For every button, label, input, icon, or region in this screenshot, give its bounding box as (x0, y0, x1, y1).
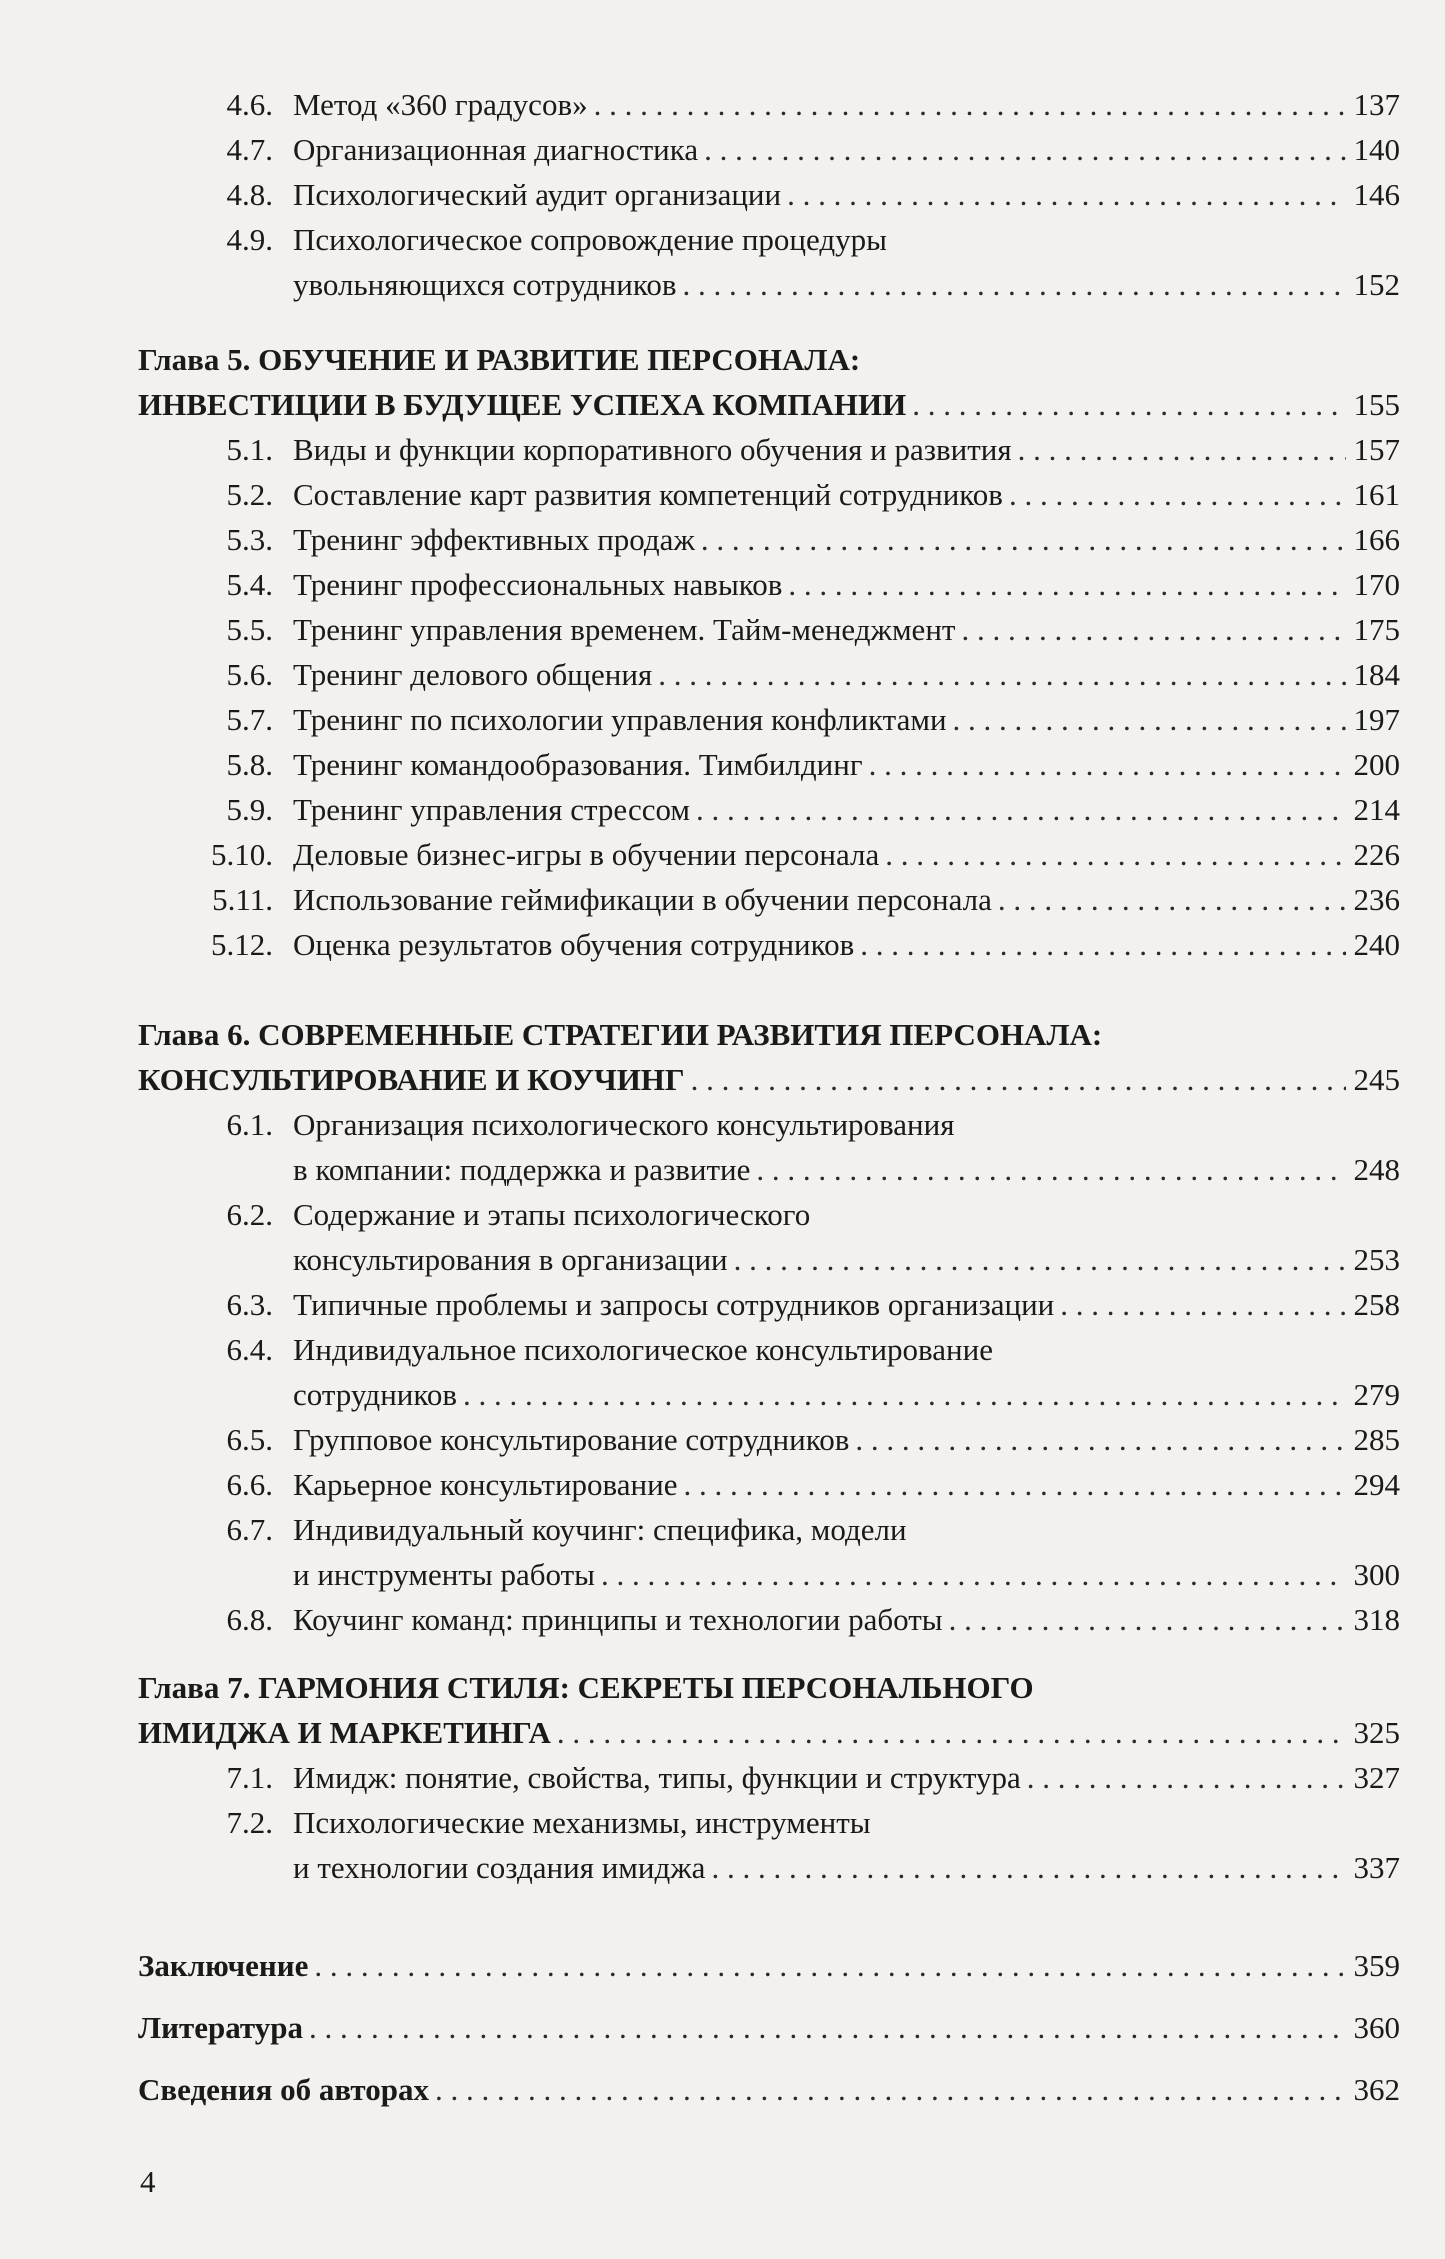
entry-page: 184 (1353, 657, 1400, 692)
toc-entry-4-9 (138, 217, 1400, 262)
toc-entry (138, 832, 1400, 877)
page-number: 4 (140, 2164, 156, 2199)
dot-leader (601, 1552, 1346, 1597)
entry-number: 5.11. (212, 882, 273, 917)
entry-title-line1: Индивидуальное психологическое консультирование (293, 1332, 993, 1367)
toc-entry (138, 1102, 1400, 1147)
entry-title: Коучинг команд: принципы и технологии работы (293, 1602, 943, 1637)
entry-page: 226 (1353, 837, 1400, 872)
dot-leader (788, 562, 1345, 607)
entry-page: 337 (1353, 1850, 1400, 1885)
entry-number: 6.3. (226, 1287, 273, 1322)
toc-entry (138, 1327, 1400, 1372)
dot-leader (711, 1845, 1345, 1890)
entry-page: 200 (1353, 747, 1400, 782)
entry-number: 4.6. (226, 87, 273, 122)
toc-entry-4-6 (138, 82, 1400, 127)
entry-page: 300 (1353, 1557, 1400, 1592)
dot-leader (734, 1237, 1346, 1282)
entry-number: 6.6. (226, 1467, 273, 1502)
entry-title: Сведения об авторах (138, 2072, 429, 2107)
toc-entry (138, 697, 1400, 742)
chapter-5-title-line2 (138, 382, 1400, 427)
toc-entry (138, 517, 1400, 562)
dot-leader (855, 1417, 1345, 1462)
entry-page: 258 (1353, 1287, 1400, 1322)
dot-leader (756, 1147, 1345, 1192)
entry-number: 4.8. (226, 177, 273, 212)
entry-number: 5.9. (226, 792, 273, 827)
entry-title: Оценка результатов обучения сотрудников (293, 927, 855, 962)
toc-entry (138, 427, 1400, 472)
entry-title: Метод «360 градусов» (293, 87, 588, 122)
entry-title: Тренинг управления временем. Тайм-менеджмент (293, 612, 956, 647)
entry-number: 6.2. (226, 1197, 273, 1232)
toc-entry (138, 922, 1400, 967)
entry-page: 197 (1353, 702, 1400, 737)
dot-leader (557, 1710, 1346, 1755)
entry-page: 157 (1353, 432, 1400, 467)
toc-entry (138, 472, 1400, 517)
dot-leader (594, 82, 1346, 127)
entry-number: 7.1. (226, 1760, 273, 1795)
chapter-6-title-line1: Глава 6. СОВРЕМЕННЫЕ СТРАТЕГИИ РАЗВИТИЯ ПЕРСОНАЛА: (138, 1017, 1103, 1052)
entry-title: и технологии создания имиджа (293, 1850, 706, 1885)
dot-leader (860, 922, 1345, 967)
entry-page: 318 (1353, 1602, 1400, 1637)
entry-number: 5.10. (211, 837, 273, 872)
entry-page: 166 (1353, 522, 1400, 557)
toc-entry (138, 652, 1400, 697)
entry-number: 5.1. (226, 432, 273, 467)
entry-number: 5.12. (211, 927, 273, 962)
entry-number: 4.9. (226, 222, 273, 257)
toc-entry (138, 742, 1400, 787)
toc-entry (138, 1417, 1400, 1462)
entry-page: 285 (1353, 1422, 1400, 1457)
entry-number: 5.8. (226, 747, 273, 782)
dot-leader (683, 1462, 1345, 1507)
entry-number: 6.1. (226, 1107, 273, 1142)
entry-page: 170 (1353, 567, 1400, 602)
toc-entry (138, 1282, 1400, 1327)
entry-page: 327 (1353, 1760, 1400, 1795)
dot-leader (787, 172, 1345, 217)
entry-page: 253 (1353, 1242, 1400, 1277)
toc-entry-4-7 (138, 127, 1400, 172)
toc-entry (138, 562, 1400, 607)
entry-title: консультирования в организации (293, 1242, 728, 1277)
dot-leader (704, 127, 1345, 172)
entry-number: 5.2. (226, 477, 273, 512)
entry-page: 240 (1353, 927, 1400, 962)
dot-leader (912, 382, 1345, 427)
chapter-page: 155 (1353, 387, 1400, 422)
chapter-5-title-line1: Глава 5. ОБУЧЕНИЕ И РАЗВИТИЕ ПЕРСОНАЛА: (138, 342, 861, 377)
chapter-title: КОНСУЛЬТИРОВАНИЕ И КОУЧИНГ (138, 1062, 685, 1097)
entry-title: Групповое консультирование сотрудников (293, 1422, 850, 1457)
entry-page: 362 (1353, 2072, 1400, 2107)
dot-leader (682, 262, 1345, 307)
entry-page: 146 (1353, 177, 1400, 212)
dot-leader (463, 1372, 1346, 1417)
toc-entry (138, 1507, 1400, 1552)
dot-leader (309, 2005, 1346, 2050)
toc-entry-cont (138, 1372, 1400, 1417)
toc-entry-cont (138, 1552, 1400, 1597)
chapter-page: 325 (1353, 1715, 1400, 1750)
dot-leader (869, 742, 1346, 787)
entry-page: 140 (1353, 132, 1400, 167)
entry-number: 5.6. (226, 657, 273, 692)
dot-leader (314, 1943, 1345, 1988)
dot-leader (1027, 1755, 1346, 1800)
dot-leader (1060, 1282, 1345, 1327)
dot-leader (953, 697, 1346, 742)
toc-entry (138, 787, 1400, 832)
entry-page: 214 (1353, 792, 1400, 827)
chapter-page: 245 (1353, 1062, 1400, 1097)
entry-number: 5.7. (226, 702, 273, 737)
entry-page: 175 (1353, 612, 1400, 647)
toc-entry-conclusion (138, 1943, 1400, 1988)
entry-number: 5.4. (226, 567, 273, 602)
entry-number: 5.3. (226, 522, 273, 557)
dot-leader (1018, 427, 1346, 472)
entry-number: 6.5. (226, 1422, 273, 1457)
entry-number: 7.2. (226, 1805, 273, 1840)
toc-entry-4-8 (138, 172, 1400, 217)
entry-title: Тренинг по психологии управления конфликтами (293, 702, 947, 737)
dot-leader (701, 517, 1346, 562)
dot-leader (435, 2067, 1346, 2112)
entry-title: Тренинг управления стрессом (293, 792, 691, 827)
dot-leader (1009, 472, 1346, 517)
entry-title-line1: Индивидуальный коучинг: специфика, модели (293, 1512, 907, 1547)
dot-leader (961, 607, 1345, 652)
entry-title: Тренинг командообразования. Тимбилдинг (293, 747, 863, 782)
entry-title-line1: Психологическое сопровождение процедуры (293, 222, 887, 257)
entry-title-line1: Содержание и этапы психологического (293, 1197, 811, 1232)
entry-title: увольняющихся сотрудников (293, 267, 677, 302)
entry-number: 4.7. (226, 132, 273, 167)
entry-page: 248 (1353, 1152, 1400, 1187)
entry-title: в компании: поддержка и развитие (293, 1152, 751, 1187)
entry-page: 236 (1353, 882, 1400, 917)
entry-title: и инструменты работы (293, 1557, 595, 1592)
entry-title: Психологический аудит организации (293, 177, 782, 212)
toc-entry (138, 607, 1400, 652)
dot-leader (949, 1597, 1346, 1642)
dot-leader (658, 652, 1345, 697)
chapter-6-title-line2 (138, 1057, 1400, 1102)
entry-page: 152 (1353, 267, 1400, 302)
entry-page: 279 (1353, 1377, 1400, 1412)
dot-leader (696, 787, 1345, 832)
entry-title: Тренинг делового общения (293, 657, 653, 692)
chapter-7-title-line1: Глава 7. ГАРМОНИЯ СТИЛЯ: СЕКРЕТЫ ПЕРСОНАЛЬНОГО (138, 1670, 1034, 1705)
dot-leader (691, 1057, 1346, 1102)
chapter-7-title-line2 (138, 1710, 1400, 1755)
entry-number: 5.5. (226, 612, 273, 647)
toc-entry (138, 1462, 1400, 1507)
entry-number: 6.4. (226, 1332, 273, 1367)
entry-page: 360 (1353, 2010, 1400, 2045)
entry-title: Типичные проблемы и запросы сотрудников организации (293, 1287, 1055, 1322)
entry-number: 6.8. (226, 1602, 273, 1637)
toc-entry-authors (138, 2067, 1400, 2112)
entry-title: Составление карт развития компетенций сотрудников (293, 477, 1003, 512)
dot-leader (998, 877, 1346, 922)
entry-title: Использование геймификации в обучении персонала (293, 882, 992, 917)
dot-leader (885, 832, 1345, 877)
entry-title: Тренинг эффективных продаж (293, 522, 695, 557)
entry-page: 161 (1353, 477, 1400, 512)
entry-title: Организационная диагностика (293, 132, 699, 167)
entry-number: 6.7. (226, 1512, 273, 1547)
entry-title: Виды и функции корпоративного обучения и развития (293, 432, 1012, 467)
entry-title: сотрудников (293, 1377, 457, 1412)
chapter-title: ИНВЕСТИЦИИ В БУДУЩЕЕ УСПЕХА КОМПАНИИ (138, 387, 907, 422)
entry-page: 137 (1353, 87, 1400, 122)
toc-entry (138, 1192, 1400, 1237)
chapter-title: ИМИДЖА И МАРКЕТИНГА (138, 1715, 551, 1750)
toc-entry (138, 1597, 1400, 1642)
entry-title: Заключение (138, 1948, 309, 1983)
entry-title-line1: Психологические механизмы, инструменты (293, 1805, 871, 1840)
entry-page: 294 (1353, 1467, 1400, 1502)
toc-entry-4-9-cont (138, 262, 1400, 307)
toc-entry (138, 877, 1400, 922)
toc-entry-cont (138, 1237, 1400, 1282)
entry-page: 359 (1353, 1948, 1400, 1983)
entry-title: Деловые бизнес-игры в обучении персонала (293, 837, 880, 872)
toc-entry (138, 1755, 1400, 1800)
entry-title: Карьерное консультирование (293, 1467, 678, 1502)
toc-entry-cont (138, 1147, 1400, 1192)
entry-title-line1: Организация психологического консультирования (293, 1107, 955, 1142)
entry-title: Тренинг профессиональных навыков (293, 567, 783, 602)
entry-title: Литература (138, 2010, 303, 2045)
toc-entry-literature (138, 2005, 1400, 2050)
entry-title: Имидж: понятие, свойства, типы, функции и структура (293, 1760, 1021, 1795)
toc-entry (138, 1800, 1400, 1845)
toc-entry-cont (138, 1845, 1400, 1890)
